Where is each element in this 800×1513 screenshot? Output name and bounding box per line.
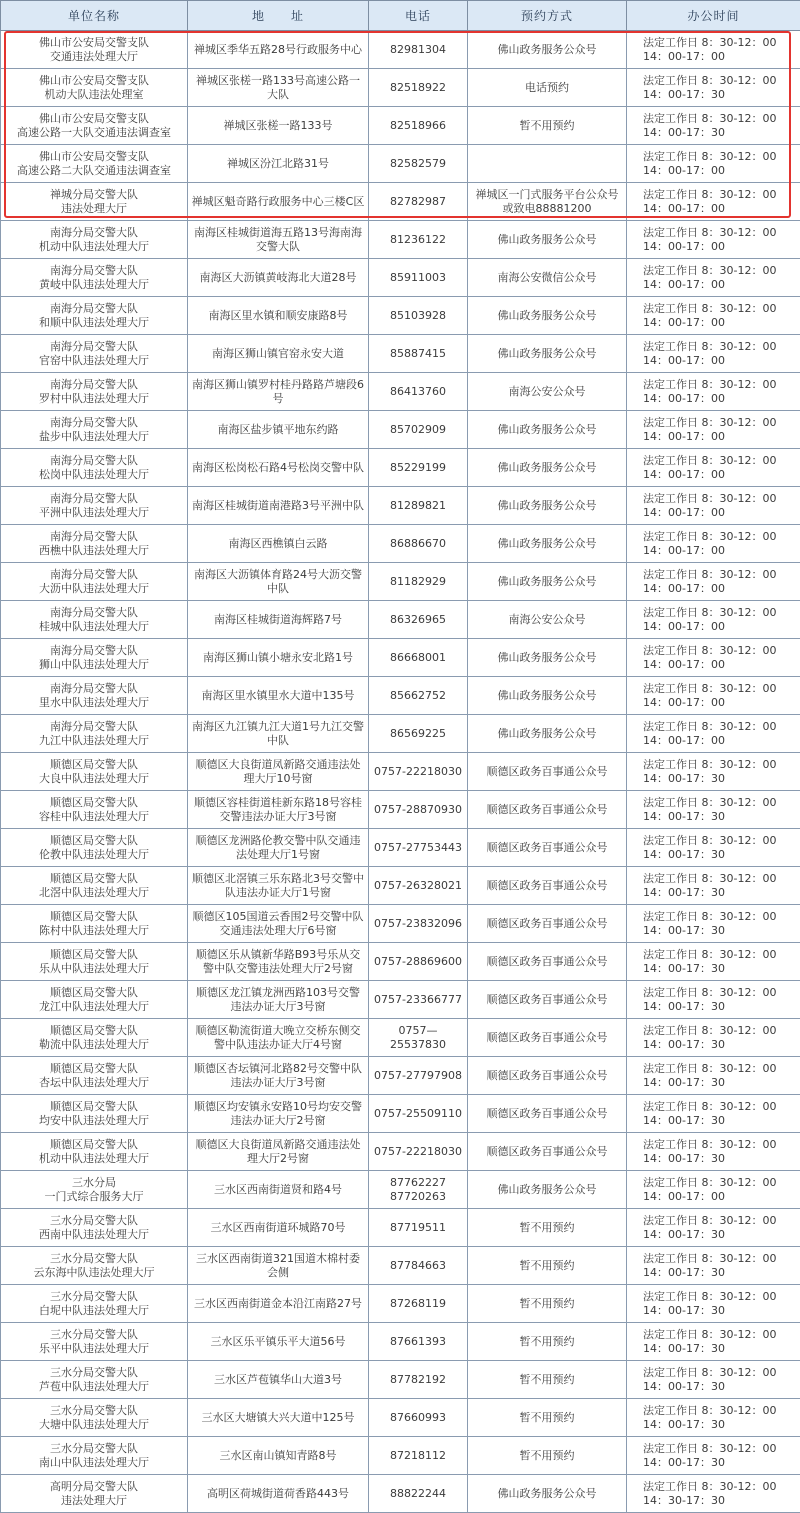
cell-hours: 法定工作日 8：30-12：00 14：00-17：00 — [627, 373, 800, 411]
cell-phone: 87218112 — [369, 1437, 468, 1475]
cell-hours: 法定工作日 8：30-12：00 14：00-17：00 — [627, 449, 800, 487]
cell-unit: 三水分局交警大队 白坭中队违法处理大厅 — [1, 1285, 188, 1323]
cell-hours: 法定工作日 8：30-12：00 14：00-17：00 — [627, 297, 800, 335]
cell-booking: 暂不用预约 — [468, 1399, 627, 1437]
cell-phone: 85103928 — [369, 297, 468, 335]
table-row — [1, 525, 800, 563]
cell-booking: 佛山政务服务公众号 — [468, 411, 627, 449]
cell-unit: 禅城分局交警大队 违法处理大厅 — [1, 183, 188, 221]
table-row — [1, 867, 800, 905]
cell-address: 禅城区魁奇路行政服务中心三楼C区 — [188, 183, 369, 221]
cell-address: 南海区狮山镇小塘永安北路1号 — [188, 639, 369, 677]
table-row — [1, 31, 800, 69]
cell-address: 南海区桂城街道海辉路7号 — [188, 601, 369, 639]
cell-hours: 法定工作日 8：30-12：00 14：30-17：30 — [627, 1475, 800, 1513]
cell-phone: 81236122 — [369, 221, 468, 259]
cell-address: 南海区大沥镇体育路24号大沥交警中队 — [188, 563, 369, 601]
cell-unit: 顺德区局交警大队 伦教中队违法处理大厅 — [1, 829, 188, 867]
cell-phone: 87268119 — [369, 1285, 468, 1323]
cell-booking: 佛山政务服务公众号 — [468, 677, 627, 715]
table-row — [1, 1399, 800, 1437]
cell-phone: 85229199 — [369, 449, 468, 487]
cell-hours: 法定工作日 8：30-12：00 14：00-17：00 — [627, 525, 800, 563]
cell-booking: 佛山政务服务公众号 — [468, 525, 627, 563]
cell-hours: 法定工作日 8：30-12：00 14：00-17：00 — [627, 145, 800, 183]
table-row — [1, 905, 800, 943]
cell-phone: 0757-22218030 — [369, 1133, 468, 1171]
cell-address: 顺德区杏坛镇河北路82号交警中队违法办证大厅3号窗 — [188, 1057, 369, 1095]
cell-hours: 法定工作日 8：30-12：00 14：00-17：30 — [627, 1247, 800, 1285]
table-row — [1, 1437, 800, 1475]
table-row — [1, 753, 800, 791]
cell-unit: 南海分局交警大队 里水中队违法处理大厅 — [1, 677, 188, 715]
table-row — [1, 373, 800, 411]
cell-hours: 法定工作日 8：30-12：00 14：00-17：00 — [627, 31, 800, 69]
table-row — [1, 1095, 800, 1133]
cell-unit: 顺德区局交警大队 陈村中队违法处理大厅 — [1, 905, 188, 943]
cell-phone: 85662752 — [369, 677, 468, 715]
cell-unit: 顺德区局交警大队 容桂中队违法处理大厅 — [1, 791, 188, 829]
cell-phone: 87660993 — [369, 1399, 468, 1437]
table-row — [1, 601, 800, 639]
cell-address: 禅城区张槎一路133号 — [188, 107, 369, 145]
table-row — [1, 221, 800, 259]
cell-booking: 电话预约 — [468, 69, 627, 107]
cell-booking: 顺德区政务百事通公众号 — [468, 829, 627, 867]
cell-unit: 顺德区局交警大队 机动中队违法处理大厅 — [1, 1133, 188, 1171]
cell-phone: 87719511 — [369, 1209, 468, 1247]
header-unit: 单位名称 — [1, 1, 188, 31]
cell-phone: 86668001 — [369, 639, 468, 677]
cell-address: 禅城区张槎一路133号高速公路一大队 — [188, 69, 369, 107]
table-row — [1, 639, 800, 677]
cell-unit: 三水分局交警大队 南山中队违法处理大厅 — [1, 1437, 188, 1475]
cell-address: 三水区乐平镇乐平大道56号 — [188, 1323, 369, 1361]
cell-unit: 南海分局交警大队 平洲中队违法处理大厅 — [1, 487, 188, 525]
table-row — [1, 487, 800, 525]
cell-booking: 佛山政务服务公众号 — [468, 1171, 627, 1209]
cell-unit: 顺德区局交警大队 北滘中队违法处理大厅 — [1, 867, 188, 905]
cell-phone: 0757—25537830 — [369, 1019, 468, 1057]
cell-address: 南海区桂城街道南港路3号平洲中队 — [188, 487, 369, 525]
cell-phone: 81289821 — [369, 487, 468, 525]
cell-hours: 法定工作日 8：30-12：00 14：00-17：30 — [627, 1057, 800, 1095]
table-row — [1, 259, 800, 297]
cell-address: 顺德区北滘镇三乐东路北3号交警中队违法办证大厅1号窗 — [188, 867, 369, 905]
cell-booking: 佛山政务服务公众号 — [468, 639, 627, 677]
table-row — [1, 183, 800, 221]
cell-hours: 法定工作日 8：30-12：00 14：00-17：00 — [627, 601, 800, 639]
cell-booking: 暂不用预约 — [468, 1323, 627, 1361]
cell-booking: 南海公安公众号 — [468, 601, 627, 639]
cell-booking: 暂不用预约 — [468, 1361, 627, 1399]
cell-unit: 三水分局交警大队 乐平中队违法处理大厅 — [1, 1323, 188, 1361]
cell-phone: 81182929 — [369, 563, 468, 601]
table-row — [1, 677, 800, 715]
cell-hours: 法定工作日 8：30-12：00 14：00-17：00 — [627, 259, 800, 297]
cell-hours: 法定工作日 8：30-12：00 14：00-17：30 — [627, 1209, 800, 1247]
cell-booking: 顺德区政务百事通公众号 — [468, 867, 627, 905]
cell-booking: 顺德区政务百事通公众号 — [468, 943, 627, 981]
cell-unit: 南海分局交警大队 罗村中队违法处理大厅 — [1, 373, 188, 411]
cell-address: 顺德区龙江镇龙洲西路103号交警违法办证大厅3号窗 — [188, 981, 369, 1019]
cell-hours: 法定工作日 8：30-12：00 14：00-17：30 — [627, 69, 800, 107]
cell-hours: 法定工作日 8：30-12：00 14：00-17：00 — [627, 1171, 800, 1209]
table-row — [1, 297, 800, 335]
cell-booking: 佛山政务服务公众号 — [468, 563, 627, 601]
cell-phone: 86413760 — [369, 373, 468, 411]
cell-phone: 87661393 — [369, 1323, 468, 1361]
cell-hours: 法定工作日 8：30-12：00 14：00-17：30 — [627, 107, 800, 145]
table-row — [1, 1209, 800, 1247]
cell-hours: 法定工作日 8：30-12：00 14：00-17：30 — [627, 791, 800, 829]
cell-hours: 法定工作日 8：30-12：00 14：00-17：30 — [627, 943, 800, 981]
table-header-row — [1, 1, 800, 31]
cell-unit: 三水分局交警大队 芦苞中队违法处理大厅 — [1, 1361, 188, 1399]
cell-booking: 暂不用预约 — [468, 1247, 627, 1285]
table-row — [1, 1361, 800, 1399]
cell-phone: 85887415 — [369, 335, 468, 373]
cell-unit: 南海分局交警大队 西樵中队违法处理大厅 — [1, 525, 188, 563]
cell-unit: 佛山市公安局交警支队 机动大队违法处理室 — [1, 69, 188, 107]
cell-phone: 86886670 — [369, 525, 468, 563]
cell-hours: 法定工作日 8：30-12：00 14：00-17：00 — [627, 715, 800, 753]
cell-hours: 法定工作日 8：30-12：00 14：00-17：00 — [627, 335, 800, 373]
table-row — [1, 791, 800, 829]
cell-unit: 南海分局交警大队 大沥中队违法处理大厅 — [1, 563, 188, 601]
cell-phone: 0757-23366777 — [369, 981, 468, 1019]
cell-unit: 南海分局交警大队 桂城中队违法处理大厅 — [1, 601, 188, 639]
cell-booking: 顺德区政务百事通公众号 — [468, 791, 627, 829]
cell-unit: 顺德区局交警大队 杏坛中队违法处理大厅 — [1, 1057, 188, 1095]
cell-unit: 佛山市公安局交警支队 高速公路一大队交通违法调查室 — [1, 107, 188, 145]
cell-phone: 82518922 — [369, 69, 468, 107]
cell-unit: 三水分局交警大队 云东海中队违法处理大厅 — [1, 1247, 188, 1285]
cell-address: 三水区大塘镇大兴大道中125号 — [188, 1399, 369, 1437]
cell-booking: 佛山政务服务公众号 — [468, 31, 627, 69]
cell-unit: 南海分局交警大队 九江中队违法处理大厅 — [1, 715, 188, 753]
header-phone: 电话 — [369, 1, 468, 31]
cell-address: 顺德区105国道云香围2号交警中队交通违法处理大厅6号窗 — [188, 905, 369, 943]
cell-hours: 法定工作日 8：30-12：00 14：00-17：00 — [627, 677, 800, 715]
cell-phone: 86569225 — [369, 715, 468, 753]
cell-phone: 0757-26328021 — [369, 867, 468, 905]
cell-address: 三水区西南街道贤和路4号 — [188, 1171, 369, 1209]
cell-address: 南海区大沥镇黄岐海北大道28号 — [188, 259, 369, 297]
cell-address: 顺德区龙洲路伦教交警中队交通违法处理大厅1号窗 — [188, 829, 369, 867]
cell-phone: 88822244 — [369, 1475, 468, 1513]
cell-hours: 法定工作日 8：30-12：00 14：00-17：30 — [627, 1019, 800, 1057]
cell-hours: 法定工作日 8：30-12：00 14：00-17：30 — [627, 753, 800, 791]
cell-unit: 南海分局交警大队 狮山中队违法处理大厅 — [1, 639, 188, 677]
table-row — [1, 943, 800, 981]
table-row — [1, 411, 800, 449]
cell-booking: 佛山政务服务公众号 — [468, 297, 627, 335]
cell-hours: 法定工作日 8：30-12：00 14：00-17：30 — [627, 1095, 800, 1133]
cell-phone: 0757-27753443 — [369, 829, 468, 867]
table-row — [1, 69, 800, 107]
cell-unit: 三水分局交警大队 大塘中队违法处理大厅 — [1, 1399, 188, 1437]
cell-hours: 法定工作日 8：30-12：00 14：00-17：00 — [627, 639, 800, 677]
cell-booking: 禅城区一门式服务平台公众号 或致电88881200 — [468, 183, 627, 221]
table-row — [1, 1133, 800, 1171]
table-row — [1, 981, 800, 1019]
cell-hours: 法定工作日 8：30-12：00 14：00-17：00 — [627, 563, 800, 601]
table-row — [1, 1171, 800, 1209]
cell-booking: 顺德区政务百事通公众号 — [468, 1133, 627, 1171]
cell-unit: 顺德区局交警大队 乐从中队违法处理大厅 — [1, 943, 188, 981]
cell-address: 南海区松岗松石路4号松岗交警中队 — [188, 449, 369, 487]
cell-booking: 南海公安公众号 — [468, 373, 627, 411]
cell-phone: 87784663 — [369, 1247, 468, 1285]
table-row — [1, 829, 800, 867]
cell-address: 南海区西樵镇白云路 — [188, 525, 369, 563]
cell-booking: 暂不用预约 — [468, 107, 627, 145]
cell-hours: 法定工作日 8：30-12：00 14：00-17：00 — [627, 487, 800, 525]
cell-phone: 82582579 — [369, 145, 468, 183]
cell-address: 三水区南山镇知青路8号 — [188, 1437, 369, 1475]
cell-phone: 0757-25509110 — [369, 1095, 468, 1133]
cell-booking — [468, 145, 627, 183]
cell-address: 禅城区季华五路28号行政服务中心 — [188, 31, 369, 69]
cell-unit: 三水分局交警大队 西南中队违法处理大厅 — [1, 1209, 188, 1247]
cell-booking: 顺德区政务百事通公众号 — [468, 1095, 627, 1133]
cell-address: 禅城区汾江北路31号 — [188, 145, 369, 183]
cell-unit: 三水分局 一门式综合服务大厅 — [1, 1171, 188, 1209]
cell-booking: 佛山政务服务公众号 — [468, 487, 627, 525]
table-row — [1, 335, 800, 373]
table-row — [1, 1019, 800, 1057]
cell-booking: 佛山政务服务公众号 — [468, 1475, 627, 1513]
cell-address: 顺德区大良街道凤新路交通违法处理大厅2号窗 — [188, 1133, 369, 1171]
cell-phone: 82782987 — [369, 183, 468, 221]
cell-unit: 顺德区局交警大队 均安中队违法处理大厅 — [1, 1095, 188, 1133]
cell-booking: 顺德区政务百事通公众号 — [468, 1057, 627, 1095]
cell-booking: 暂不用预约 — [468, 1209, 627, 1247]
cell-address: 三水区西南街道321国道木棉村委会侧 — [188, 1247, 369, 1285]
cell-booking: 顺德区政务百事通公众号 — [468, 1019, 627, 1057]
cell-booking: 佛山政务服务公众号 — [468, 449, 627, 487]
cell-phone: 86326965 — [369, 601, 468, 639]
cell-booking: 佛山政务服务公众号 — [468, 221, 627, 259]
cell-phone: 82981304 — [369, 31, 468, 69]
table-row — [1, 1323, 800, 1361]
cell-phone: 87782192 — [369, 1361, 468, 1399]
cell-unit: 南海分局交警大队 盐步中队违法处理大厅 — [1, 411, 188, 449]
cell-phone: 85702909 — [369, 411, 468, 449]
table-row — [1, 563, 800, 601]
cell-unit: 南海分局交警大队 机动中队违法处理大厅 — [1, 221, 188, 259]
cell-booking: 佛山政务服务公众号 — [468, 715, 627, 753]
cell-unit: 南海分局交警大队 和顺中队违法处理大厅 — [1, 297, 188, 335]
cell-address: 顺德区乐从镇新华路B93号乐从交警中队交警违法处理大厅2号窗 — [188, 943, 369, 981]
cell-hours: 法定工作日 8：30-12：00 14：00-17：30 — [627, 1399, 800, 1437]
table-body — [1, 31, 800, 1513]
cell-unit: 顺德区局交警大队 龙江中队违法处理大厅 — [1, 981, 188, 1019]
table-row — [1, 449, 800, 487]
cell-booking: 顺德区政务百事通公众号 — [468, 753, 627, 791]
cell-phone: 0757-23832096 — [369, 905, 468, 943]
cell-unit: 顺德区局交警大队 勒流中队违法处理大厅 — [1, 1019, 188, 1057]
cell-hours: 法定工作日 8：30-12：00 14：00-17：00 — [627, 411, 800, 449]
table-row — [1, 715, 800, 753]
header-booking: 预约方式 — [468, 1, 627, 31]
cell-phone: 0757-28869600 — [369, 943, 468, 981]
header-address: 地 址 — [188, 1, 369, 31]
table-row — [1, 1285, 800, 1323]
cell-address: 顺德区均安镇永安路10号均安交警违法办证大厅2号窗 — [188, 1095, 369, 1133]
cell-phone: 0757-22218030 — [369, 753, 468, 791]
cell-hours: 法定工作日 8：30-12：00 14：00-17：00 — [627, 221, 800, 259]
cell-hours: 法定工作日 8：30-12：00 14：00-17：30 — [627, 1285, 800, 1323]
cell-address: 南海区盐步镇平地东约路 — [188, 411, 369, 449]
cell-unit: 南海分局交警大队 官窑中队违法处理大厅 — [1, 335, 188, 373]
cell-hours: 法定工作日 8：30-12：00 14：00-17：30 — [627, 829, 800, 867]
cell-hours: 法定工作日 8：30-12：00 14：00-17：30 — [627, 1437, 800, 1475]
cell-hours: 法定工作日 8：30-12：00 14：00-17：30 — [627, 1323, 800, 1361]
cell-hours: 法定工作日 8：30-12：00 14：00-17：30 — [627, 867, 800, 905]
table-row — [1, 145, 800, 183]
cell-address: 顺德区勒流街道大晚立交桥东侧交警中队违法办证大厅4号窗 — [188, 1019, 369, 1057]
cell-booking: 顺德区政务百事通公众号 — [468, 981, 627, 1019]
cell-unit: 高明分局交警大队 违法处理大厅 — [1, 1475, 188, 1513]
cell-address: 南海区九江镇九江大道1号九江交警中队 — [188, 715, 369, 753]
cell-phone: 0757-28870930 — [369, 791, 468, 829]
cell-address: 三水区西南街道环城路70号 — [188, 1209, 369, 1247]
cell-hours: 法定工作日 8：30-12：00 14：00-17：30 — [627, 981, 800, 1019]
cell-unit: 佛山市公安局交警支队 交通违法处理大厅 — [1, 31, 188, 69]
cell-unit: 南海分局交警大队 黄岐中队违法处理大厅 — [1, 259, 188, 297]
cell-booking: 暂不用预约 — [468, 1437, 627, 1475]
cell-hours: 法定工作日 8：30-12：00 14：00-17：30 — [627, 1133, 800, 1171]
cell-unit: 佛山市公安局交警支队 高速公路二大队交通违法调查室 — [1, 145, 188, 183]
cell-phone: 87762227 87720263 — [369, 1171, 468, 1209]
table-row — [1, 107, 800, 145]
cell-hours: 法定工作日 8：30-12：00 14：00-17：00 — [627, 183, 800, 221]
cell-address: 南海区狮山镇官窑永安大道 — [188, 335, 369, 373]
table-row — [1, 1247, 800, 1285]
cell-booking: 南海公安微信公众号 — [468, 259, 627, 297]
cell-address: 顺德区大良街道凤新路交通违法处理大厅10号窗 — [188, 753, 369, 791]
cell-address: 高明区荷城街道荷香路443号 — [188, 1475, 369, 1513]
cell-hours: 法定工作日 8：30-12：00 14：00-17：30 — [627, 905, 800, 943]
cell-address: 南海区里水镇里水大道中135号 — [188, 677, 369, 715]
cell-phone: 0757-27797908 — [369, 1057, 468, 1095]
cell-address: 三水区芦苞镇华山大道3号 — [188, 1361, 369, 1399]
table-row — [1, 1475, 800, 1513]
header-hours: 办公时间 — [627, 1, 800, 31]
cell-address: 南海区狮山镇罗村桂丹路路芦塘段6号 — [188, 373, 369, 411]
cell-unit: 南海分局交警大队 松岗中队违法处理大厅 — [1, 449, 188, 487]
cell-booking: 顺德区政务百事通公众号 — [468, 905, 627, 943]
cell-booking: 佛山政务服务公众号 — [468, 335, 627, 373]
cell-address: 顺德区容桂街道桂新东路18号容桂交警违法办证大厅3号窗 — [188, 791, 369, 829]
cell-phone: 85911003 — [369, 259, 468, 297]
cell-hours: 法定工作日 8：30-12：00 14：00-17：30 — [627, 1361, 800, 1399]
cell-address: 三水区西南街道金本沿江南路27号 — [188, 1285, 369, 1323]
cell-address: 南海区桂城街道海五路13号海南海交警大队 — [188, 221, 369, 259]
cell-address: 南海区里水镇和顺安康路8号 — [188, 297, 369, 335]
cell-unit: 顺德区局交警大队 大良中队违法处理大厅 — [1, 753, 188, 791]
cell-phone: 82518966 — [369, 107, 468, 145]
table-row — [1, 1057, 800, 1095]
cell-booking: 暂不用预约 — [468, 1285, 627, 1323]
